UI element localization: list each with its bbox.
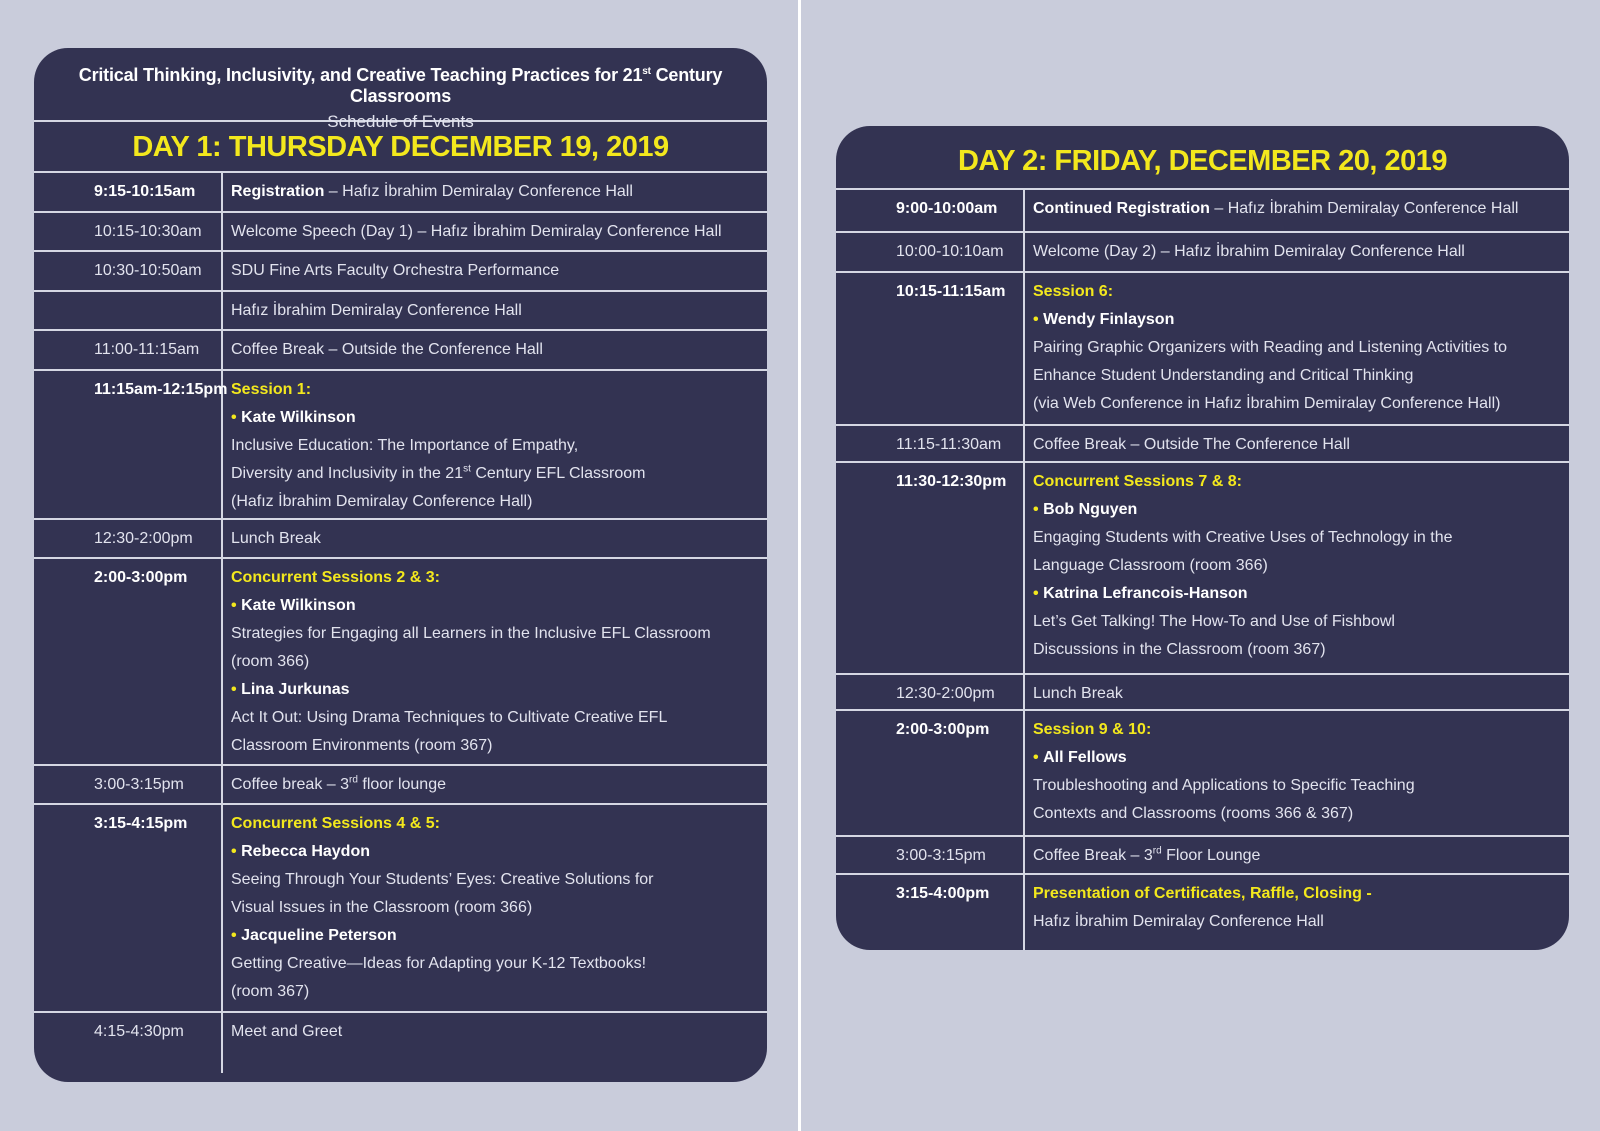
event-description: Welcome (Day 2) – Hafız İbrahim Demiralay Conference Hall — [1033, 243, 1465, 260]
time-slot: 10:15-10:30am — [34, 213, 223, 250]
schedule-header — [34, 48, 767, 131]
schedule-row — [836, 426, 1569, 463]
time-slot: 12:30-2:00pm — [34, 520, 223, 557]
schedule-row — [836, 463, 1569, 675]
day2-title: DAY 2: FRIDAY, DECEMBER 20, 2019 — [836, 126, 1569, 190]
speaker: • Kate Wilkinson — [231, 597, 356, 614]
schedule-row — [34, 766, 767, 805]
event-description: Concurrent Sessions 2 & 3: • Kate Wilkinson Strategies for Engaging all Learners in the Inclusive EFL Classroom (room 366) • Lina Jurkunas Act It Out: Using Drama Techniques to Cultivate Creative EFL Classroom Environments (room 367) — [223, 559, 767, 764]
schedule-subtitle: Schedule of Events — [327, 112, 474, 131]
page-fold — [798, 0, 801, 1131]
time-slot: 2:00-3:00pm — [34, 559, 223, 764]
speaker: • Lina Jurkunas — [231, 681, 350, 698]
schedule-row — [836, 675, 1569, 711]
session-title: Concurrent Sessions 4 & 5: — [231, 815, 440, 832]
schedule-row — [836, 875, 1569, 950]
schedule-row — [34, 559, 767, 766]
time-slot: 11:00-11:15am — [34, 331, 223, 369]
event-description: Registration – Hafız İbrahim Demiralay Conference Hall — [231, 183, 633, 200]
day2-schedule-card — [836, 126, 1569, 950]
time-slot: 2:00-3:00pm — [836, 711, 1025, 835]
session-title: Session 9 & 10: — [1033, 721, 1152, 738]
event-description: Lunch Break — [231, 530, 321, 547]
event-description: Hafız İbrahim Demiralay Conference Hall — [231, 302, 522, 319]
time-slot: 3:00-3:15pm — [836, 837, 1025, 873]
speaker: • Kate Wilkinson — [231, 409, 356, 426]
schedule-row — [836, 190, 1569, 233]
event-description: Coffee break – 3rd floor lounge — [231, 774, 446, 793]
schedule-row — [836, 273, 1569, 426]
schedule-row — [34, 805, 767, 1013]
session-title: Session 6: — [1033, 283, 1114, 300]
speaker: • Katrina Lefrancois-Hanson — [1033, 585, 1248, 602]
schedule-row — [836, 233, 1569, 273]
schedule-row — [34, 213, 767, 252]
session-title: Concurrent Sessions 7 & 8: — [1033, 473, 1242, 490]
event-description: Coffee Break – Outside the Conference Hall — [231, 341, 543, 358]
time-slot: 3:00-3:15pm — [34, 766, 223, 803]
speaker: • All Fellows — [1033, 749, 1127, 766]
schedule-row — [34, 292, 767, 331]
event-description: Presentation of Certificates, Raffle, Closing - Hafız İbrahim Demiralay Conference Hall — [1025, 875, 1569, 950]
session-title: Concurrent Sessions 2 & 3: — [231, 569, 440, 586]
time-slot: 9:00-10:00am — [836, 190, 1025, 231]
schedule-row — [34, 520, 767, 559]
event-description: Session 9 & 10: • All Fellows Troubleshooting and Applications to Specific Teaching Contexts and Classrooms (rooms 366 & 367) — [1025, 711, 1569, 835]
session-title: Presentation of Certificates, Raffle, Closing - — [1033, 885, 1372, 902]
schedule-row — [836, 711, 1569, 837]
time-slot: 4:15-4:30pm — [34, 1013, 223, 1073]
event-description: Lunch Break — [1033, 685, 1123, 702]
schedule-row — [34, 252, 767, 292]
event-description: Concurrent Sessions 4 & 5: • Rebecca Haydon Seeing Through Your Students’ Eyes: Creative Solutions for Visual Issues in the Classroom (room 366) • Jacqueline Peterson Getting Creative—Ideas for Adapting your K-12 Textbooks! (room 367) — [223, 805, 767, 1011]
day1-title: DAY 1: THURSDAY DECEMBER 19, 2019 — [34, 122, 767, 173]
schedule-row — [34, 1013, 767, 1073]
schedule-row — [836, 837, 1569, 875]
event-description: Concurrent Sessions 7 & 8: • Bob Nguyen Engaging Students with Creative Uses of Technology in the Language Classroom (room 366) • Katrina Lefrancois-Hanson Let’s Get Talking! The How-To and Use of Fishbowl Discussions in the Classroom (room 367) — [1025, 463, 1569, 673]
speaker: • Wendy Finlayson — [1033, 311, 1175, 328]
schedule-row — [34, 331, 767, 371]
speaker: • Bob Nguyen — [1033, 501, 1138, 518]
speaker: • Jacqueline Peterson — [231, 927, 397, 944]
session-title: Session 1: — [231, 381, 312, 398]
time-slot: 10:15-11:15am — [836, 273, 1025, 424]
time-slot: 3:15-4:00pm — [836, 875, 1025, 950]
conference-title: Critical Thinking, Inclusivity, and Creative Teaching Practices for 21st Century Classrooms — [78, 65, 723, 106]
day1-schedule-card — [34, 48, 767, 1082]
event-description: Continued Registration – Hafız İbrahim Demiralay Conference Hall — [1033, 200, 1519, 217]
time-slot: 11:15-11:30am — [836, 426, 1025, 461]
event-description: Coffee Break – Outside The Conference Hall — [1033, 436, 1350, 453]
event-description: Session 1: • Kate Wilkinson Inclusive Education: The Importance of Empathy, Diversity and Inclusivity in the 21st Century EFL Classroom (Hafız İbrahim Demiralay Conference Hall) — [223, 371, 767, 518]
time-slot: 10:00-10:10am — [836, 233, 1025, 271]
event-description: Coffee Break – 3rd Floor Lounge — [1033, 845, 1261, 864]
time-slot: 10:30-10:50am — [34, 252, 223, 290]
time-slot: 3:15-4:15pm — [34, 805, 223, 1011]
time-slot — [34, 292, 223, 329]
event-description: Welcome Speech (Day 1) – Hafız İbrahim Demiralay Conference Hall — [231, 223, 722, 240]
speaker: • Rebecca Haydon — [231, 843, 370, 860]
time-slot: 11:30-12:30pm — [836, 463, 1025, 673]
event-description: SDU Fine Arts Faculty Orchestra Performance — [231, 262, 560, 279]
schedule-row — [34, 173, 767, 213]
event-description: Session 6: • Wendy Finlayson Pairing Graphic Organizers with Reading and Listening Activities to Enhance Student Understanding and Critical Thinking (via Web Conference in Hafız İbrahim Demiralay Conference Hall) — [1025, 273, 1569, 424]
time-slot: 9:15-10:15am — [34, 173, 223, 211]
time-slot: 11:15am-12:15pm — [34, 371, 223, 518]
time-slot: 12:30-2:00pm — [836, 675, 1025, 709]
event-description: Meet and Greet — [231, 1023, 343, 1040]
schedule-row — [34, 371, 767, 520]
